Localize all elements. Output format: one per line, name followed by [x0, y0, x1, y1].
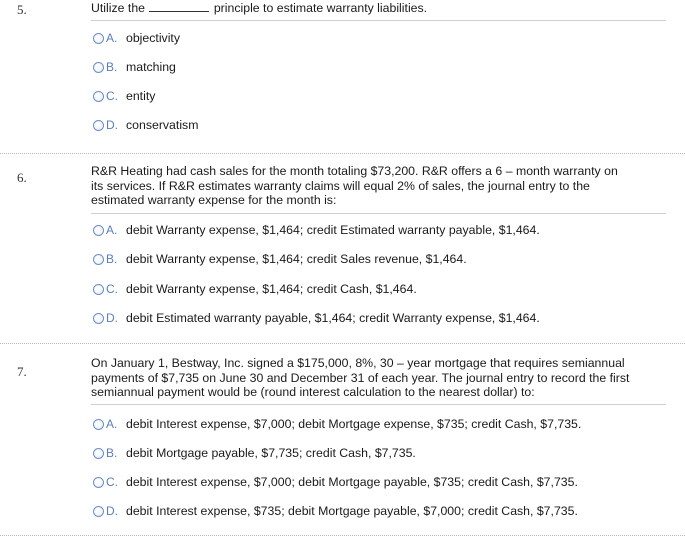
question-6-option-b[interactable] — [93, 251, 467, 267]
question-5-rule — [91, 20, 666, 21]
option-letter: D. — [106, 504, 118, 518]
question-7-line-3: semiannual payment would be (round interest calculation to the nearest dollar) to: — [91, 385, 535, 399]
fill-in-blank — [149, 1, 209, 12]
option-text: debit Warranty expense, $1,464; credit Estimated warranty payable, $1,464. — [126, 223, 540, 237]
radio-button-icon[interactable] — [93, 120, 104, 131]
radio-button-icon[interactable] — [93, 448, 104, 459]
question-6-line-1: R&R Heating had cash sales for the month totaling $73,200. R&R offers a 6 – month warranty on — [91, 164, 618, 178]
question-6-option-a[interactable] — [93, 222, 540, 238]
option-letter: A. — [106, 31, 118, 45]
question-6-line-3: estimated warranty expense for the month is: — [91, 193, 337, 207]
question-7-option-d[interactable] — [93, 503, 578, 519]
question-5-option-a[interactable] — [93, 30, 180, 46]
option-letter: D. — [106, 118, 118, 132]
question-7-rule — [91, 404, 666, 405]
question-5-option-b[interactable] — [93, 59, 176, 75]
question-6-line-2: its services. If R&R estimates warranty claims will equal 2% of sales, the journal entry to the — [91, 178, 590, 193]
question-separator — [0, 343, 685, 344]
radio-button-icon[interactable] — [93, 254, 104, 265]
question-6-number: 6. — [17, 170, 27, 185]
option-letter: B. — [106, 60, 118, 74]
option-letter: D. — [106, 311, 118, 325]
option-text: debit Interest expense, $735; debit Mortgage payable, $7,000; credit Cash, $7,735. — [126, 504, 578, 518]
option-letter: A. — [106, 223, 118, 237]
option-letter: C. — [106, 89, 118, 103]
radio-button-icon[interactable] — [93, 506, 104, 517]
option-text: debit Interest expense, $7,000; debit Mortgage expense, $735; credit Cash, $7,735. — [126, 417, 582, 431]
question-5-number: 5. — [17, 2, 27, 17]
option-letter: B. — [106, 446, 118, 460]
radio-button-icon[interactable] — [93, 419, 104, 430]
question-7-text — [91, 356, 666, 400]
question-7-option-a[interactable] — [93, 416, 581, 432]
radio-button-icon[interactable] — [93, 33, 104, 44]
radio-button-icon[interactable] — [93, 313, 104, 324]
question-6-text — [91, 164, 666, 208]
question-separator — [0, 153, 685, 154]
question-6-option-c[interactable] — [93, 281, 417, 297]
question-5-text-after: principle to estimate warranty liabilities. — [213, 1, 428, 15]
radio-button-icon[interactable] — [93, 477, 104, 488]
question-5-text-before: Utilize the — [91, 1, 145, 15]
option-text: debit Warranty expense, $1,464; credit Cash, $1,464. — [126, 282, 417, 296]
question-7-option-b[interactable] — [93, 445, 416, 461]
option-text: debit Warranty expense, $1,464; credit Sales revenue, $1,464. — [126, 252, 467, 266]
question-5-option-d[interactable] — [93, 117, 198, 133]
option-text: objectivity — [126, 31, 180, 45]
option-text: matching — [126, 60, 176, 74]
question-5-option-c[interactable] — [93, 88, 155, 104]
radio-button-icon[interactable] — [93, 284, 104, 295]
question-7-option-c[interactable] — [93, 474, 578, 490]
question-6-rule — [91, 213, 666, 214]
option-text: debit Estimated warranty payable, $1,464; credit Warranty expense, $1,464. — [126, 311, 540, 325]
question-5-text — [91, 1, 666, 16]
option-letter: B. — [106, 252, 118, 266]
option-text: debit Interest expense, $7,000; debit Mortgage payable, $735; credit Cash, $7,735. — [126, 475, 578, 489]
question-7-number: 7. — [17, 364, 27, 379]
option-text: entity — [126, 89, 156, 103]
option-letter: C. — [106, 475, 118, 489]
radio-button-icon[interactable] — [93, 225, 104, 236]
question-7-line-2: payments of $7,735 on June 30 and December 31 of each year. The journal entry to record the first — [91, 370, 630, 385]
option-letter: A. — [106, 417, 118, 431]
option-letter: C. — [106, 282, 118, 296]
option-text: debit Mortgage payable, $7,735; credit Cash, $7,735. — [126, 446, 416, 460]
question-separator — [0, 535, 685, 536]
question-7-line-1: On January 1, Bestway, Inc. signed a $175,000, 8%, 30 – year mortgage that requires semiannual — [91, 356, 625, 370]
radio-button-icon[interactable] — [93, 62, 104, 73]
option-text: conservatism — [126, 118, 199, 132]
question-6-option-d[interactable] — [93, 310, 540, 326]
radio-button-icon[interactable] — [93, 91, 104, 102]
